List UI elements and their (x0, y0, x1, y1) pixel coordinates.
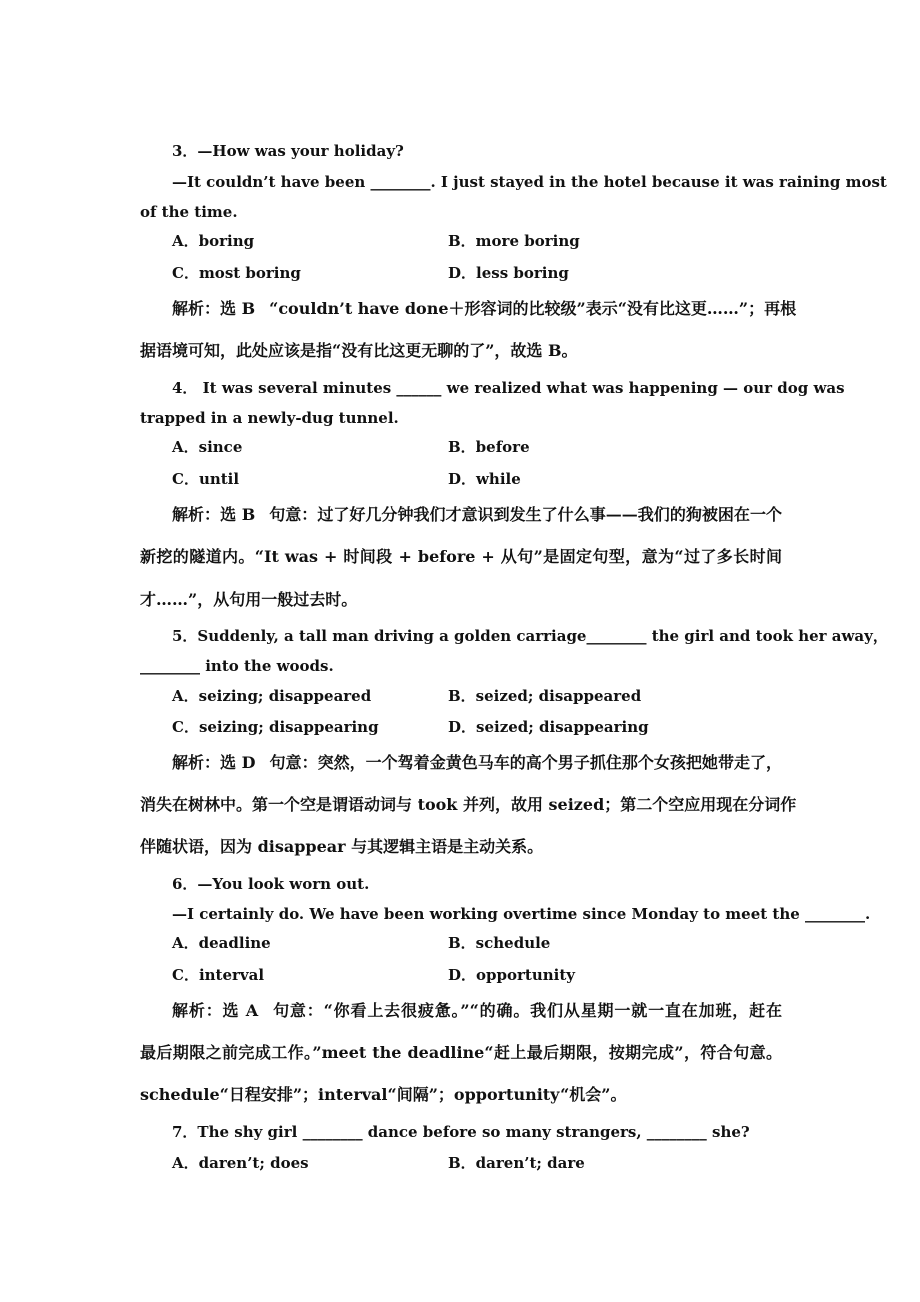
question-3-option-b: B．more boring (448, 232, 580, 250)
question-6-stem: 6．—You look worn out. (172, 875, 370, 893)
question-5-analysis-line3: 伴随状语，因为 disappear 与其逻辑主语是主动关系。 (140, 837, 544, 856)
question-3-analysis-prefix: 解析：选 B (172, 299, 256, 318)
question-3-option-a: A．boring (172, 232, 255, 250)
question-7-stem: 7．The shy girl ________ dance before so many strangers, ________ she? (172, 1123, 750, 1141)
question-4-analysis (172, 504, 782, 526)
question-4-analysis-line2: 新挖的隧道内。“It was + 时间段 + before + 从句”是固定句型，意为“过了多长时间 (140, 547, 782, 566)
question-6-analysis-line2: 最后期限之前完成工作。”meet the deadline“赶上最后期限，按期完成”，符合句意。 (140, 1043, 782, 1062)
question-3-stem-line2: —It couldn’t have been ________. I just stayed in the hotel because it was raining most (172, 173, 887, 191)
question-4-stem: 4． It was several minutes ______ we realized what was happening — our dog was (172, 379, 845, 397)
question-3-analysis (172, 298, 797, 320)
question-4-analysis-prefix: 解析：选 B (172, 505, 256, 524)
question-3-option-d: D．less boring (448, 264, 569, 282)
question-6-analysis-prefix: 解析：选 A (172, 1001, 259, 1020)
question-4-option-b: B．before (448, 438, 530, 456)
question-7-option-a: A．daren’t; does (172, 1154, 309, 1172)
question-5-option-a: A．seizing; disappeared (172, 687, 372, 705)
question-6-option-b: B．schedule (448, 934, 551, 952)
question-7-option-b: B．daren’t; dare (448, 1154, 585, 1172)
question-5-stem-line2: ________ into the woods. (140, 657, 334, 675)
question-3-analysis-line2: 据语境可知，此处应该是指“没有比这更无聊的了”，故选 B。 (140, 341, 578, 360)
question-6-stem-line2: —I certainly do. We have been working overtime since Monday to meet the ________. (172, 905, 871, 923)
question-4-analysis-text: 句意：过了好几分钟我们才意识到发生了什么事——我们的狗被困在一个 (269, 505, 782, 524)
question-6-analysis-line3: schedule“日程安排”；interval“间隔”；opportunity“机会”。 (140, 1085, 627, 1104)
question-5-analysis-line2: 消失在树林中。第一个空是谓语动词与 took 并列，故用 seized；第二个空应用现在分词作 (140, 795, 797, 814)
question-5-analysis-prefix: 解析：选 D (172, 753, 256, 772)
question-5-stem: 5．Suddenly, a tall man driving a golden carriage________ the girl and took her away， (172, 627, 888, 645)
question-3-stem-line3: of the time. (140, 203, 238, 221)
question-4-option-c: C．until (172, 470, 240, 488)
question-6-option-a: A．deadline (172, 934, 271, 952)
question-4-analysis-line3: 才……”，从句用一般过去时。 (140, 590, 358, 609)
question-5-option-b: B．seized; disappeared (448, 687, 642, 705)
question-5-analysis (172, 752, 782, 774)
question-6-analysis-text: 句意：“你看上去很疲惫。”“的确。我们从星期一就一直在加班，赶在 (272, 1001, 782, 1020)
question-5-option-c: C．seizing; disappearing (172, 718, 379, 736)
question-3-option-c: C．most boring (172, 264, 301, 282)
question-4-option-a: A．since (172, 438, 243, 456)
question-4-option-d: D．while (448, 470, 521, 488)
question-5-option-d: D．seized; disappearing (448, 718, 649, 736)
question-6-option-d: D．opportunity (448, 966, 575, 984)
question-3-stem: 3．—How was your holiday? (172, 142, 404, 160)
question-4-stem-line2: trapped in a newly-dug tunnel. (140, 409, 399, 427)
question-5-analysis-text: 句意：突然，一个驾着金黄色马车的高个男子抓住那个女孩把她带走了， (269, 753, 782, 772)
question-6-option-c: C．interval (172, 966, 265, 984)
question-6-analysis (172, 1000, 782, 1022)
question-3-analysis-text: “couldn’t have done＋形容词的比较级”表示“没有比这更……”；再根 (269, 299, 797, 318)
